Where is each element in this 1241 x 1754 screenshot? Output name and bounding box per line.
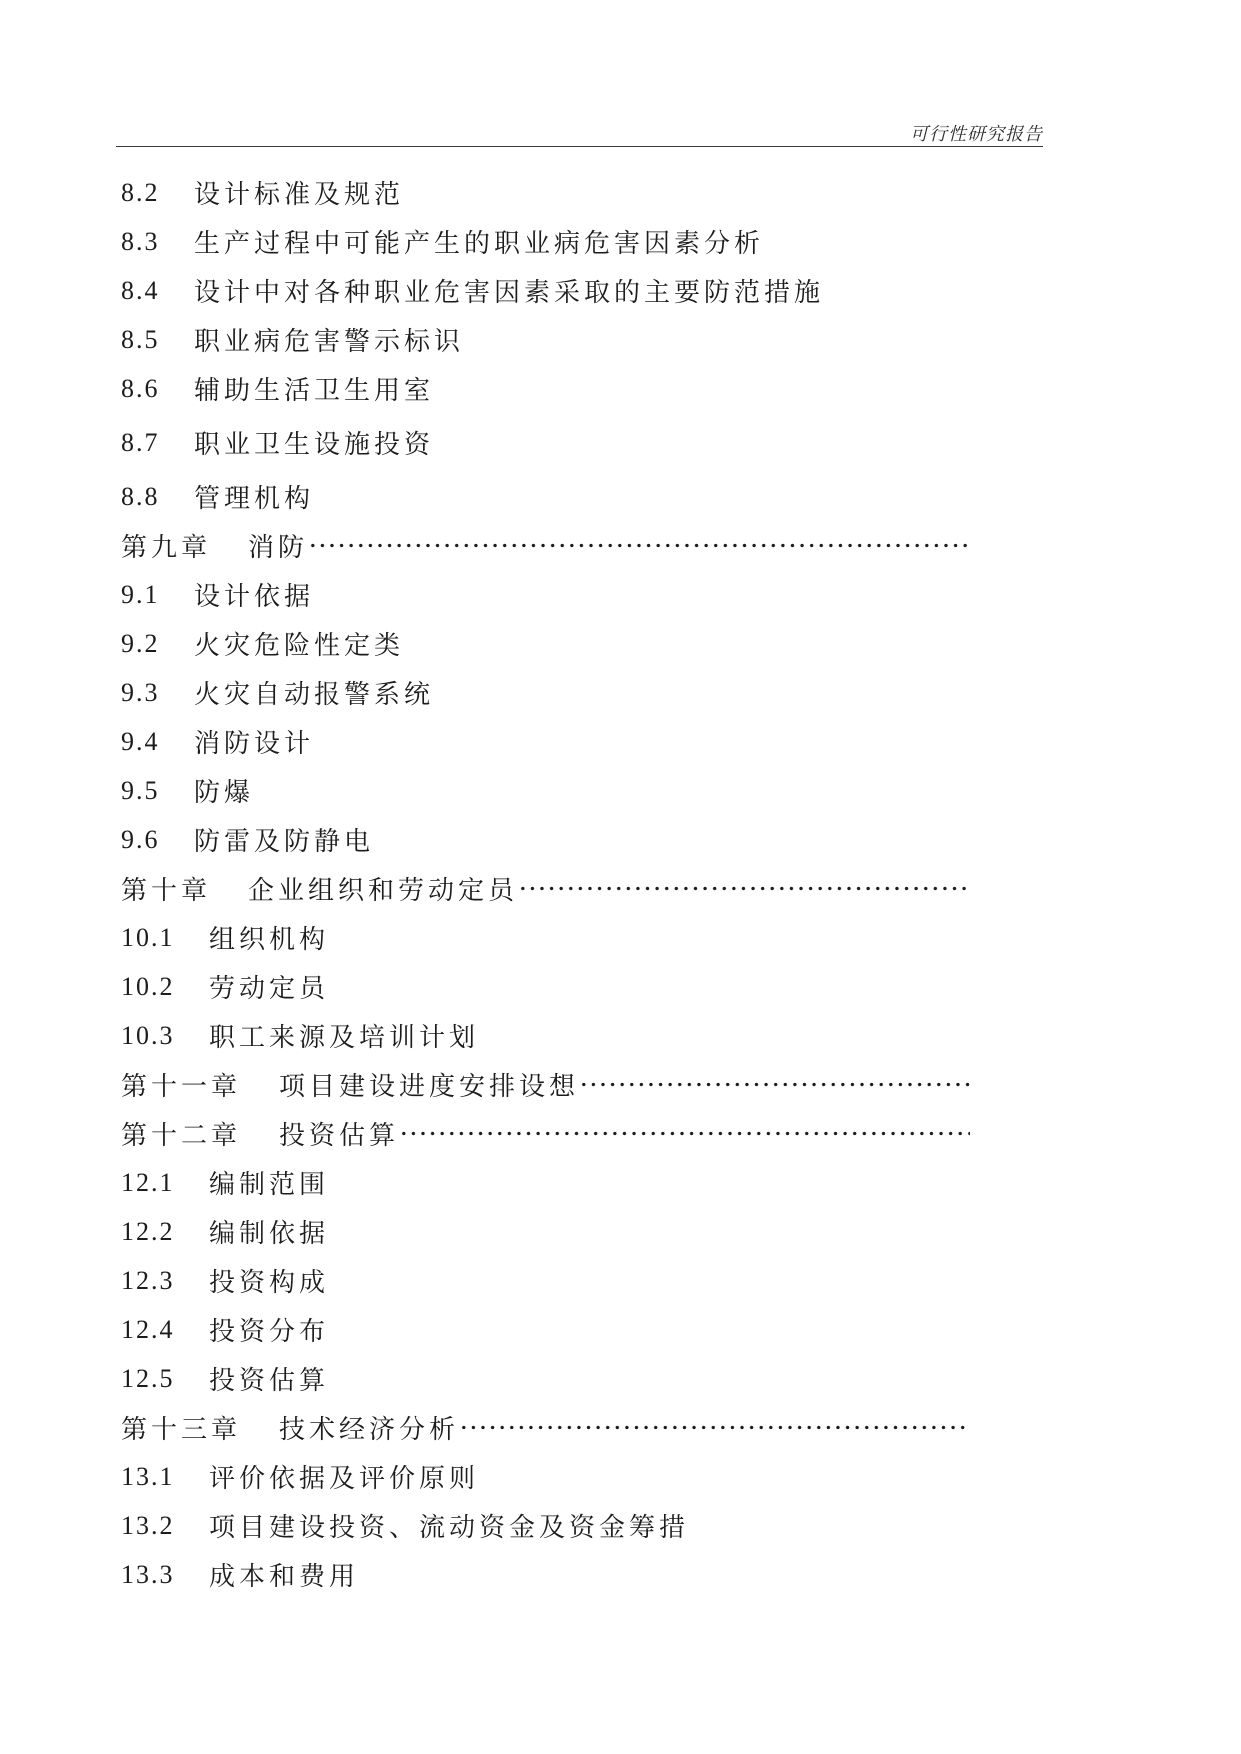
entry-number: 12.3 — [121, 1265, 175, 1295]
chapter-number: 第九章 — [121, 533, 212, 562]
dot-leader — [518, 864, 970, 913]
toc-entry — [121, 570, 981, 619]
chapter-number: 第十三章 — [121, 1415, 242, 1444]
entry-number: 13.1 — [121, 1461, 175, 1491]
toc-entry — [121, 364, 981, 413]
entry-number: 10.2 — [121, 971, 175, 1001]
toc-entry — [121, 1354, 981, 1403]
entry-number: 10.1 — [121, 922, 175, 952]
entry-title: 投资估算 — [209, 1366, 330, 1395]
chapter-title: 消防 — [248, 533, 309, 562]
chapter-number: 第十章 — [121, 876, 212, 905]
entry-title: 设计依据 — [194, 582, 315, 611]
entry-title: 劳动定员 — [209, 974, 330, 1003]
dot-leader — [308, 521, 970, 570]
toc-entry — [121, 1256, 981, 1305]
entry-title: 防爆 — [194, 778, 255, 807]
dot-leader — [459, 1403, 970, 1452]
chapter-title: 企业组织和劳动定员 — [248, 876, 519, 905]
chapter-title: 技术经济分析 — [279, 1415, 460, 1444]
entry-title: 成本和费用 — [209, 1562, 360, 1591]
entry-number: 8.4 — [121, 275, 160, 305]
toc-entry — [121, 1501, 981, 1550]
toc-chapter — [121, 1403, 970, 1452]
entry-title: 职业病危害警示标识 — [194, 327, 465, 356]
dot-leader — [399, 1109, 970, 1158]
toc-entry — [121, 717, 981, 766]
entry-title: 项目建设投资、流动资金及资金筹措 — [209, 1513, 690, 1542]
toc-chapter — [121, 1109, 970, 1158]
entry-title: 设计中对各种职业危害因素采取的主要防范措施 — [194, 278, 825, 307]
toc-entry — [121, 168, 981, 217]
toc-entry — [121, 766, 981, 815]
entry-number: 8.8 — [121, 481, 160, 511]
entry-number: 13.2 — [121, 1510, 175, 1540]
toc-entry — [121, 815, 981, 864]
toc-list — [121, 168, 981, 1599]
entry-number: 8.7 — [121, 427, 160, 457]
toc-entry — [121, 619, 981, 668]
entry-title: 管理机构 — [194, 484, 315, 513]
toc-chapter — [121, 1060, 970, 1109]
toc-entry — [121, 1011, 981, 1060]
entry-number: 9.5 — [121, 775, 160, 805]
entry-title: 防雷及防静电 — [194, 827, 375, 856]
entry-title: 职业卫生设施投资 — [194, 430, 435, 459]
entry-number: 10.3 — [121, 1020, 175, 1050]
entry-number: 12.1 — [121, 1167, 175, 1197]
entry-title: 评价依据及评价原则 — [209, 1464, 480, 1493]
chapter-number: 第十一章 — [121, 1072, 242, 1101]
entry-title: 设计标准及规范 — [194, 180, 405, 209]
chapter-number: 第十二章 — [121, 1121, 242, 1150]
toc-entry — [121, 962, 981, 1011]
toc-chapter — [121, 521, 970, 570]
chapter-title: 投资估算 — [279, 1121, 400, 1150]
toc-chapter — [121, 864, 970, 913]
entry-number: 8.2 — [121, 177, 160, 207]
entry-number: 12.4 — [121, 1314, 175, 1344]
page-header-title: 可行性研究报告 — [910, 124, 1043, 144]
entry-number: 9.4 — [121, 726, 160, 756]
entry-title: 辅助生活卫生用室 — [194, 376, 435, 405]
entry-title: 投资分布 — [209, 1317, 330, 1346]
toc-entry — [121, 217, 981, 266]
entry-number: 12.2 — [121, 1216, 175, 1246]
entry-title: 职工来源及培训计划 — [209, 1023, 480, 1052]
entry-title: 编制依据 — [209, 1219, 330, 1248]
toc-entry — [121, 472, 981, 521]
toc-entry — [121, 1158, 981, 1207]
toc-entry — [121, 1207, 981, 1256]
entry-number: 8.5 — [121, 324, 160, 354]
toc-entry — [121, 266, 981, 315]
toc-entry — [121, 913, 981, 962]
entry-title: 生产过程中可能产生的职业病危害因素分析 — [194, 229, 765, 258]
dot-leader — [579, 1060, 970, 1109]
entry-number: 8.3 — [121, 226, 160, 256]
entry-number: 9.3 — [121, 677, 160, 707]
entry-title: 投资构成 — [209, 1268, 330, 1297]
chapter-title: 项目建设进度安排设想 — [279, 1072, 580, 1101]
toc-entry — [121, 315, 981, 364]
toc-entry — [121, 1452, 981, 1501]
entry-number: 12.5 — [121, 1363, 175, 1393]
toc-entry — [121, 1305, 981, 1354]
toc-entry — [121, 668, 981, 717]
entry-title: 编制范围 — [209, 1170, 330, 1199]
entry-number: 13.3 — [121, 1559, 175, 1589]
toc-entry — [121, 418, 981, 467]
entry-number: 9.2 — [121, 628, 160, 658]
toc-entry — [121, 1550, 981, 1599]
entry-title: 火灾危险性定类 — [194, 631, 405, 660]
entry-number: 9.1 — [121, 579, 160, 609]
entry-number: 9.6 — [121, 824, 160, 854]
header-rule — [116, 146, 1043, 147]
entry-number: 8.6 — [121, 373, 160, 403]
entry-title: 组织机构 — [209, 925, 330, 954]
entry-title: 火灾自动报警系统 — [194, 680, 435, 709]
entry-title: 消防设计 — [194, 729, 315, 758]
